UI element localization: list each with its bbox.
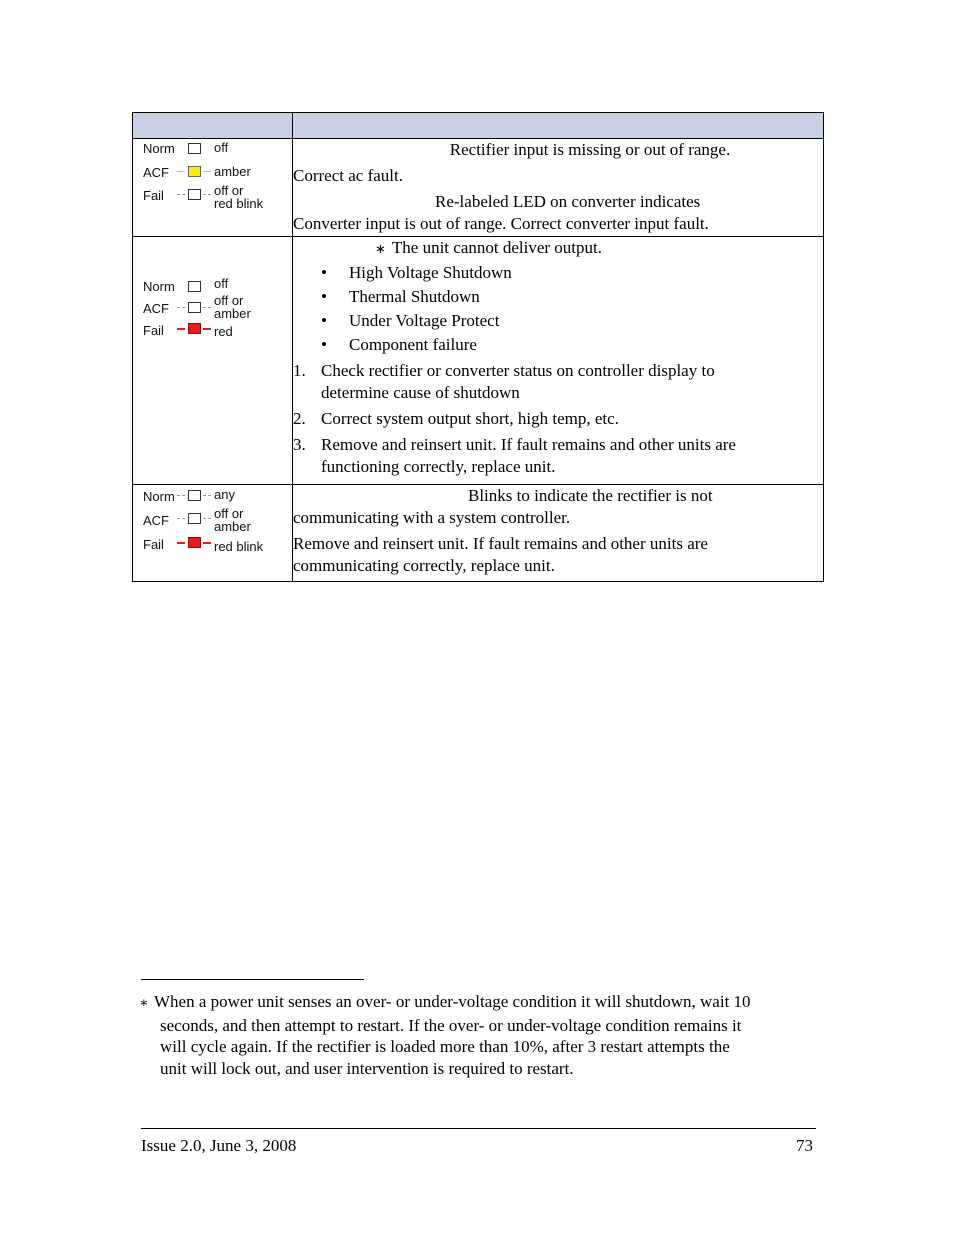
led-legend	[133, 237, 292, 484]
norm-led-icon	[188, 490, 201, 501]
page-number: 73	[796, 1136, 813, 1155]
header-cell-led	[133, 113, 293, 139]
list-item: • High Voltage Shutdown	[293, 262, 823, 284]
blink-ray-icon	[203, 518, 211, 519]
fail-label: Fail	[143, 537, 164, 552]
table-header-row	[133, 113, 824, 139]
list-item: 3. Remove and reinsert unit. If fault remains and other units are functioning correctly, replace unit.	[293, 435, 736, 476]
footnote	[139, 991, 840, 1079]
led-indicator-cell	[133, 485, 293, 582]
glow-ray-icon	[203, 171, 211, 172]
table-row	[133, 485, 824, 582]
acf-label: ACF	[143, 301, 169, 316]
description-cell	[293, 237, 824, 485]
description-text: communicating with a system controller.	[293, 508, 571, 527]
norm-state: any	[214, 487, 235, 502]
acf-label: ACF	[143, 513, 169, 528]
acf-led-amber-icon	[188, 166, 201, 177]
norm-label: Norm	[143, 279, 175, 294]
footnote-text: When a power unit senses an over- or under-voltage condition it will shutdown, wait 10	[154, 992, 751, 1011]
norm-state: off	[214, 276, 229, 291]
footnote-text: unit will lock out, and user intervention is required to restart.	[160, 1058, 574, 1078]
fail-label: Fail	[143, 323, 164, 338]
fail-state: red blink	[214, 539, 264, 554]
fail-led-blink-icon	[188, 189, 201, 200]
blink-ray-icon	[203, 495, 211, 496]
issue-date: Issue 2.0, June 3, 2008	[141, 1136, 297, 1155]
glow-ray-icon	[203, 328, 211, 330]
acf-led-icon	[188, 302, 201, 313]
description-text: Blinks to indicate the rectifier is not	[468, 486, 713, 505]
norm-led-off-icon	[188, 281, 201, 292]
table-row	[133, 139, 824, 237]
fail-led-red-icon	[188, 537, 201, 548]
footnote-marker: ∗	[139, 996, 149, 1011]
glow-ray-icon	[177, 328, 185, 330]
blink-ray-icon	[177, 495, 185, 496]
footnote-text: will cycle again. If the rectifier is loaded more than 10%, after 3 restart attempts the	[160, 1037, 730, 1056]
footnote-marker: ∗	[375, 241, 386, 256]
description-text: Re-labeled LED on converter indicates	[435, 192, 701, 211]
list-item: • Thermal Shutdown	[293, 286, 823, 308]
description-text: Correct ac fault.	[293, 166, 403, 185]
footer-separator	[141, 1128, 816, 1129]
glow-ray-icon	[177, 542, 185, 544]
blink-ray-icon	[177, 194, 185, 195]
description-cell	[293, 139, 824, 237]
footnote-text: seconds, and then attempt to restart. If the over- or under-voltage condition remains it	[160, 1015, 742, 1035]
acf-led-icon	[188, 513, 201, 524]
corrective-steps-list	[293, 360, 823, 478]
shutdown-intro: The unit cannot deliver output.	[391, 238, 602, 257]
description-text: Rectifier input is missing or out of range.	[449, 140, 731, 159]
footnote-separator	[141, 979, 364, 980]
description-text: Remove and reinsert unit. If fault remains and other units are	[293, 534, 708, 553]
led-indicator-cell	[133, 237, 293, 485]
header-cell-description	[293, 113, 824, 139]
norm-label: Norm	[143, 141, 175, 156]
acf-state: off or amber	[214, 506, 251, 534]
fail-state: off or red blink	[214, 183, 264, 211]
blink-ray-icon	[177, 518, 185, 519]
norm-state: off	[214, 140, 229, 155]
fail-state: red	[214, 324, 233, 339]
list-item: 2. Correct system output short, high temp, etc.	[293, 409, 619, 428]
fail-led-red-icon	[188, 323, 201, 334]
led-legend	[133, 485, 292, 581]
blink-ray-icon	[203, 194, 211, 195]
acf-state: amber	[214, 164, 251, 179]
acf-label: ACF	[143, 165, 169, 180]
norm-label: Norm	[143, 489, 175, 504]
led-fault-table	[132, 112, 824, 582]
description-text: Converter input is out of range. Correct converter input fault.	[293, 214, 709, 233]
blink-ray-icon	[203, 307, 211, 308]
list-item: 1. Check rectifier or converter status on controller display to determine cause of shutdown	[293, 361, 715, 402]
led-indicator-cell	[133, 139, 293, 237]
description-cell	[293, 485, 824, 582]
blink-ray-icon	[177, 307, 185, 308]
norm-led-off-icon	[188, 143, 201, 154]
list-item: • Component failure	[293, 334, 823, 356]
description-text	[293, 237, 823, 260]
acf-state: off or amber	[214, 293, 251, 321]
shutdown-causes-list	[293, 262, 823, 356]
led-legend	[133, 139, 292, 236]
list-item: • Under Voltage Protect	[293, 310, 823, 332]
table-row	[133, 237, 824, 485]
glow-ray-icon	[177, 171, 185, 172]
fail-label: Fail	[143, 188, 164, 203]
description-text: communicating correctly, replace unit.	[293, 556, 555, 575]
glow-ray-icon	[203, 542, 211, 544]
